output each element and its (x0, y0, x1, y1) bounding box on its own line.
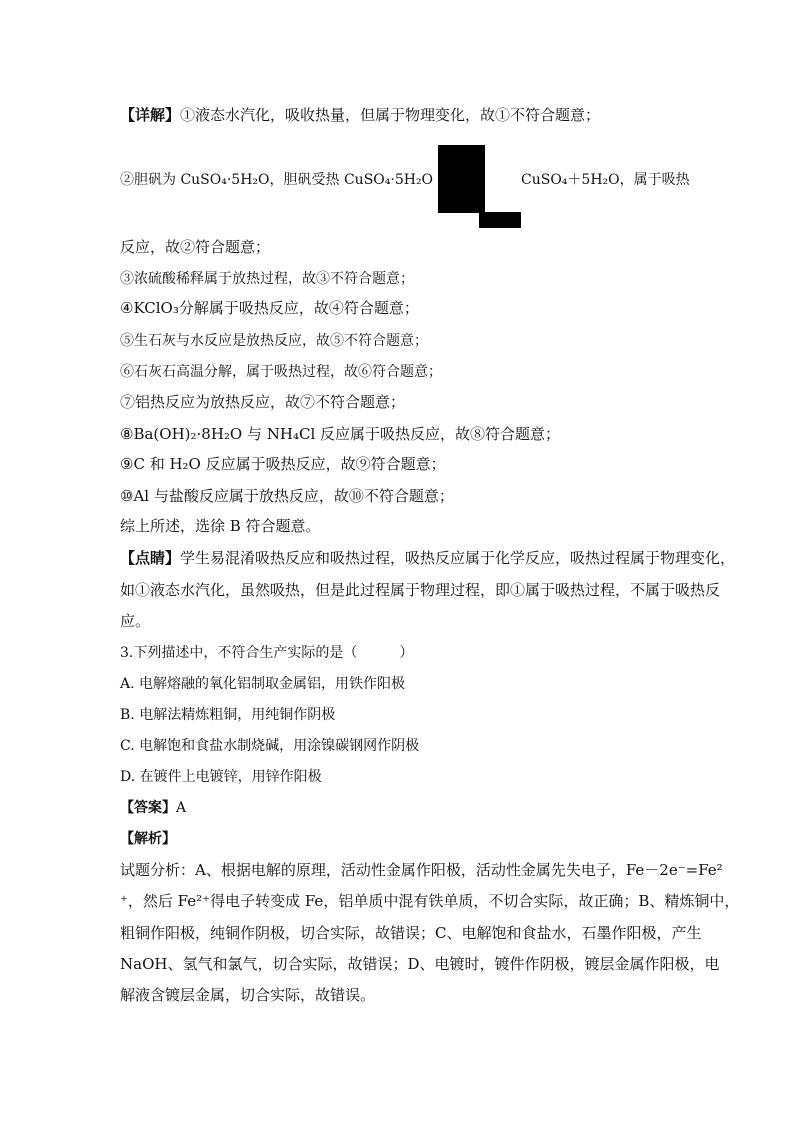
analysis-line: NaOH、氢气和氯气，切合实际，故错误；D、电镀时，镀件作阴极，镀层金属作阳极，电 (120, 955, 720, 973)
answer-label: 【答案】 (120, 800, 176, 816)
detail-item: ④KClO₃分解属于吸热反应，故④符合题意； (120, 299, 419, 317)
detail-text-1: ①液态水汽化，吸收热量，但属于物理变化，故①不符合题意； (180, 106, 601, 124)
detail-item: ⑧Ba(OH)₂·8H₂O 与 NH₄Cl 反应属于吸热反应，故⑧符合题意； (120, 425, 561, 443)
answer-value: A (176, 800, 187, 816)
detail-item: ⑩Al 与盐酸反应属于放热反应，故⑩不符合题意； (120, 487, 454, 505)
detail-item: ⑦铝热反应为放热反应，故⑦不符合题意； (120, 393, 406, 411)
analysis-label: 【解析】 (120, 831, 176, 847)
tip-text-1: 学生易混淆吸热反应和吸热过程，吸热反应属于化学反应，吸热过程属于物理变化， (180, 549, 736, 567)
answer-line (120, 798, 186, 818)
detail-label: 【详解】 (120, 106, 181, 124)
analysis-line: 试题分析：A、根据电解的原理，活动性金属作阳极，活动性金属先失电子，Fe－2e⁻=Fe² (120, 861, 723, 879)
question-stem: 3.下列描述中，不符合生产实际的是（ ） (120, 645, 414, 661)
tip-label: 【点睛】 (120, 549, 181, 567)
analysis-line: ⁺，然后 Fe²⁺得电子转变成 Fe，铝单质中混有铁单质，不切合实际，故正确；B、精炼铜中， (120, 892, 740, 910)
tip-line-3: 应。 (120, 612, 151, 630)
option-d: D. 在镀件上电镀锌，用锌作阳极 (120, 769, 322, 785)
tip-line-2: 如①液态水汽化，虽然吸热，但是此过程属于物理过程，即①属于吸热过程，不属于吸热反 (120, 581, 721, 599)
detail-item: ③浓硫酸稀释属于放热过程，故③不符合题意； (120, 271, 414, 287)
tip-line-1 (120, 548, 735, 568)
detail-item: ⑥石灰石高温分解，属于吸热过程，故⑥符合题意； (120, 364, 442, 380)
analysis-line: 解液含镀层金属，切合实际，故错误。 (120, 986, 376, 1004)
option-b: B. 电解法精炼粗铜，用纯铜作阴极 (120, 707, 336, 723)
detail-summary: 综上所述，选徐 B 符合题意。 (120, 517, 321, 535)
detail-line-2-left: ②胆矾为 CuSO₄·5H₂O，胆矾受热 CuSO₄·5H₂O (120, 172, 434, 188)
option-a: A. 电解熔融的氧化铝制取金属铝，用铁作阳极 (120, 676, 406, 692)
analysis-line: 粗铜作阳极，纯铜作阴极，切合实际，故错误；C、电解饱和食盐水，石墨作阳极，产生 (120, 924, 702, 942)
option-c: C. 电解饱和食盐水制烧碱，用涂镍碳钢网作阴极 (120, 738, 420, 754)
detail-line-3: 反应，故②符合题意； (120, 238, 271, 256)
detail-line-2-right: CuSO₄＋5H₂O，属于吸热 (521, 172, 690, 188)
detail-item: ⑤生石灰与水反应是放热反应，故⑤不符合题意； (120, 333, 428, 349)
detail-line-1 (120, 105, 600, 125)
detail-item: ⑨C 和 H₂O 反应属于吸热反应，故⑨符合题意； (120, 455, 446, 473)
